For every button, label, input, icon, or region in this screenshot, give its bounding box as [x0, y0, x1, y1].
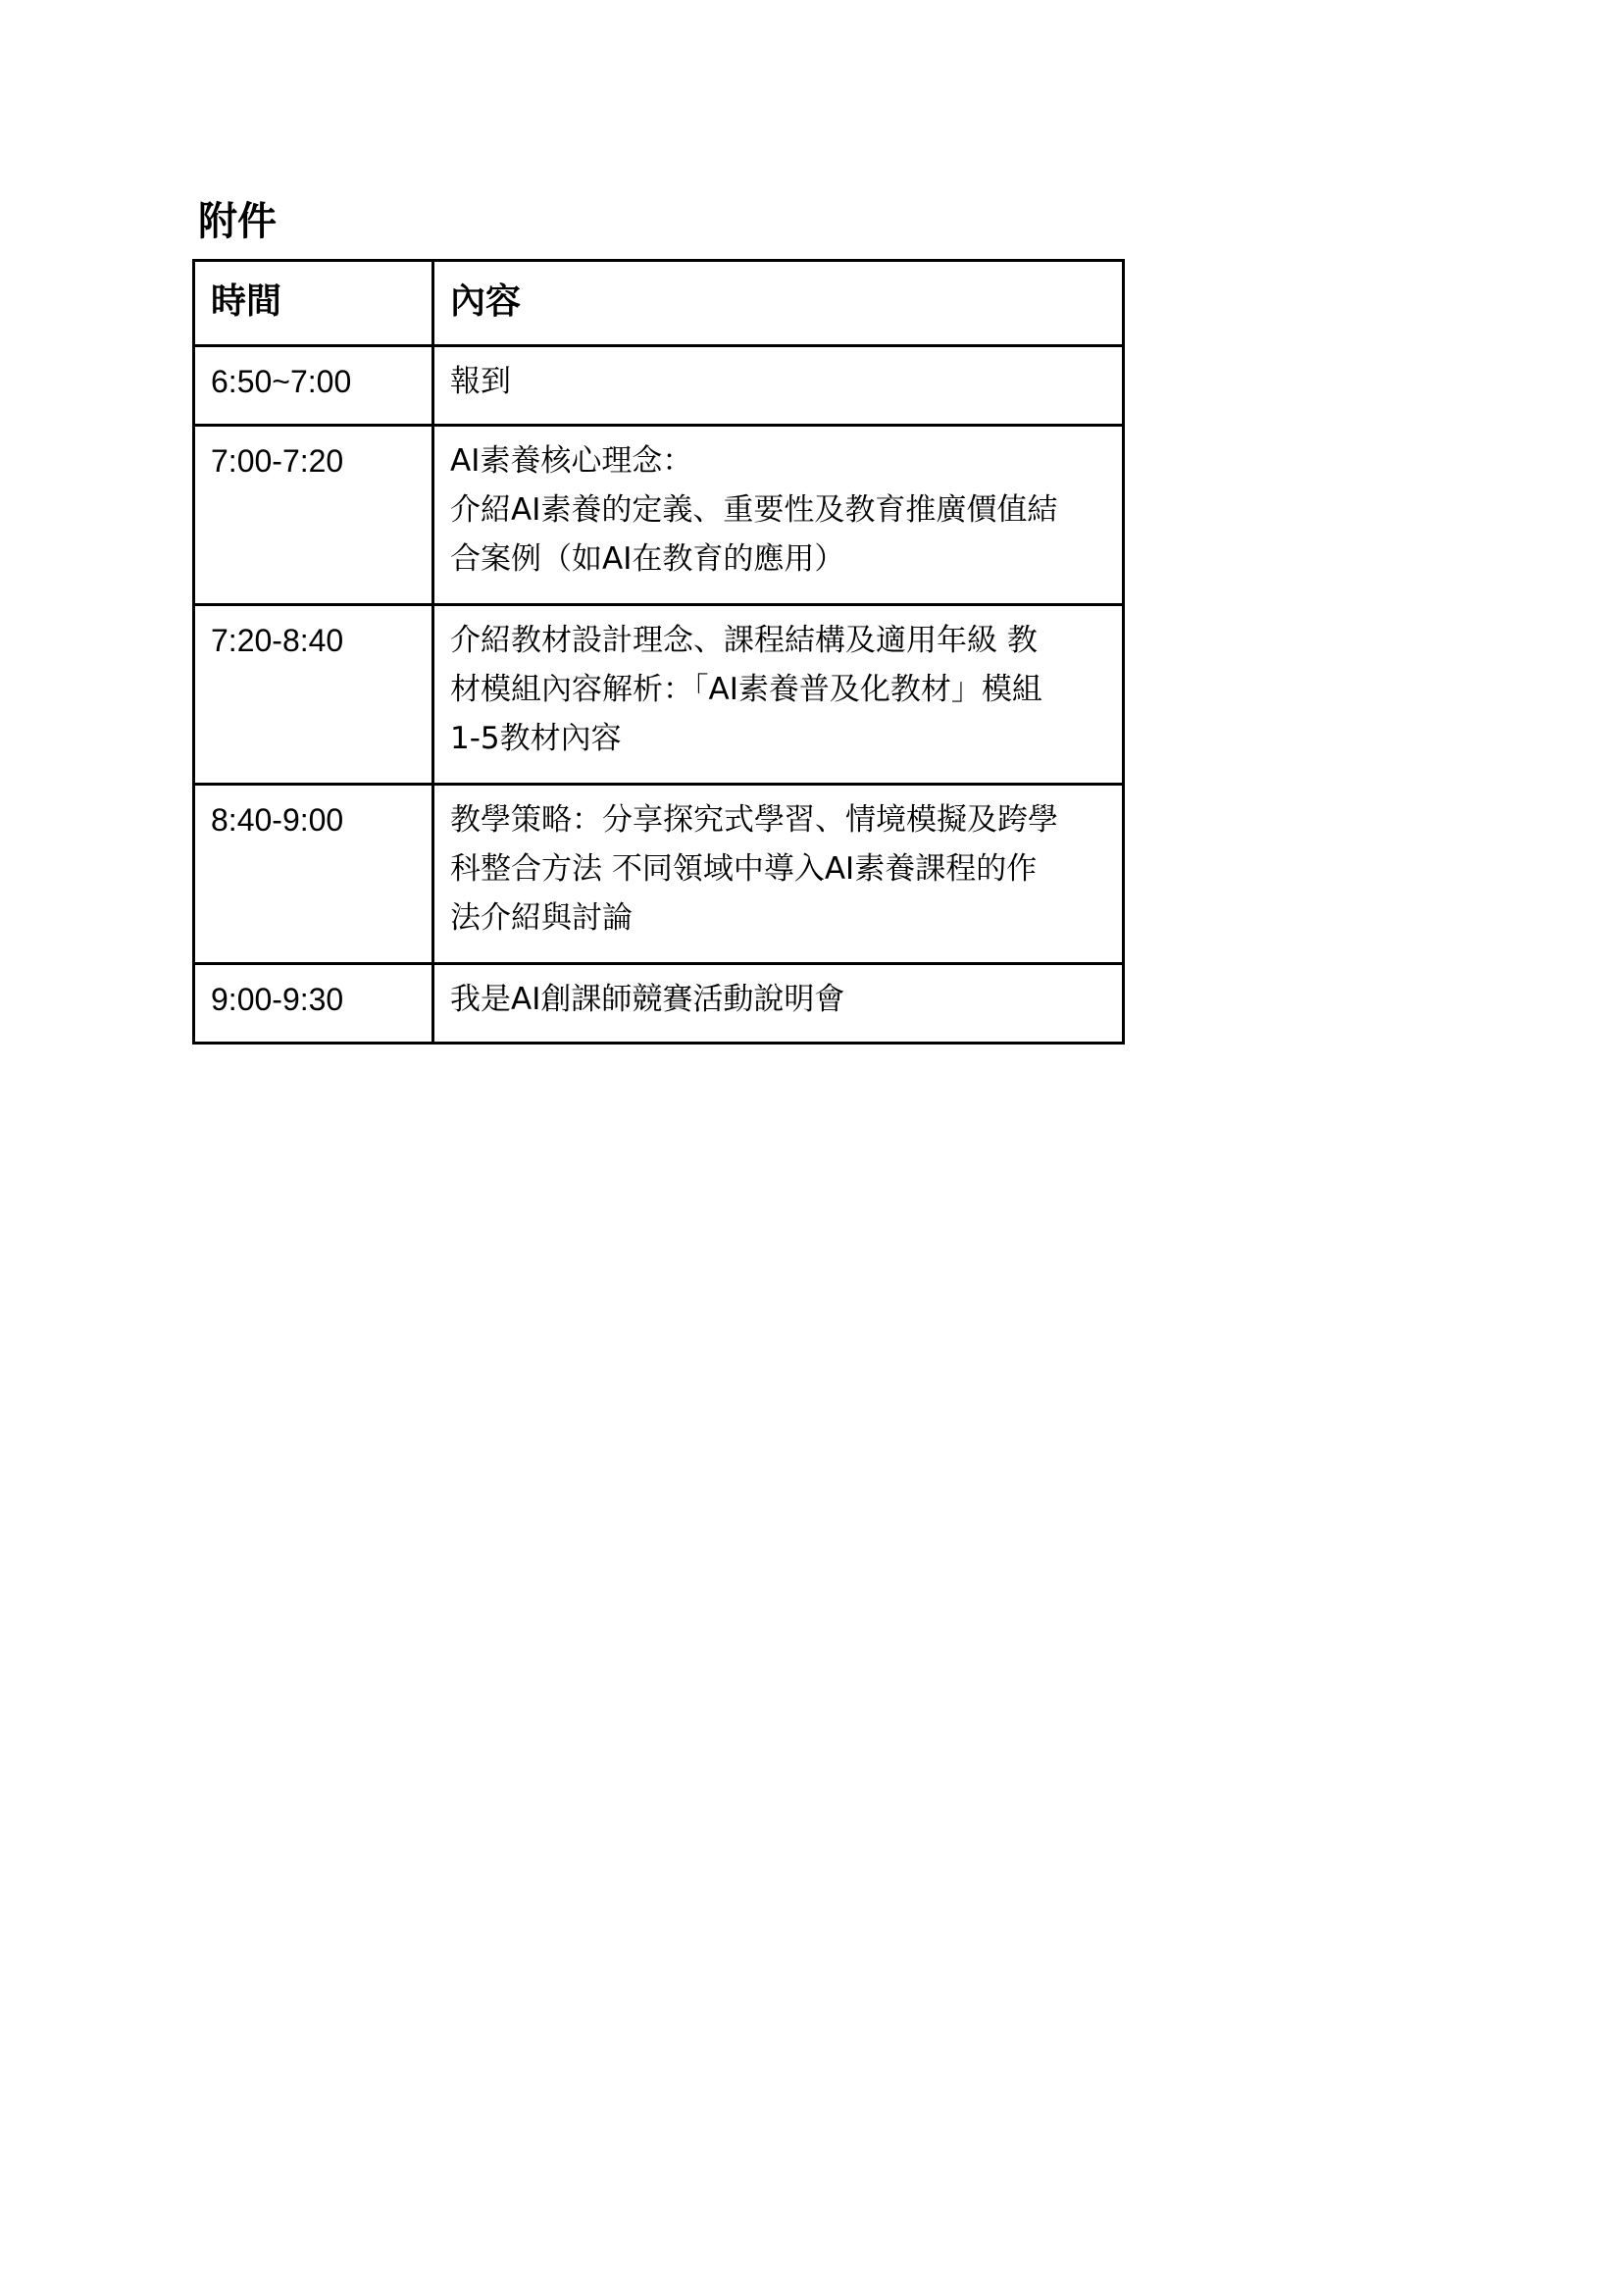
content-cell: [433, 964, 1124, 1044]
time-column-header: 時間: [194, 261, 433, 346]
time-cell: 6:50~7:00: [194, 346, 433, 426]
content-line: 合案例（如AI在教育的應用）: [450, 541, 845, 577]
content-line: AI素養核心理念：: [450, 443, 693, 479]
content-line: 教學策略：分享探究式學習、情境模擬及跨學: [450, 802, 1058, 838]
content-cell: [433, 605, 1124, 785]
table-row: [194, 605, 1124, 785]
content-line: 法介紹與討論: [450, 900, 633, 936]
content-line: 1-5教材內容: [450, 721, 622, 756]
time-cell: 7:20-8:40: [194, 605, 433, 785]
time-cell: 9:00-9:30: [194, 964, 433, 1044]
page-title: 附件: [198, 199, 277, 244]
content-column-header: 內容: [433, 261, 1124, 346]
table-row: [194, 346, 1124, 426]
content-line: 報到: [450, 364, 511, 399]
content-cell: [433, 346, 1124, 426]
content-cell: [433, 785, 1124, 964]
content-line: 介紹教材設計理念、課程結構及適用年級 教: [450, 623, 1038, 658]
schedule-table: [192, 259, 1125, 1045]
table-row: [194, 964, 1124, 1044]
content-line: 材模組內容解析：「AI素養普及化教材」模組: [450, 672, 1042, 707]
content-line: 介紹AI素養的定義、重要性及教育推廣價值結: [450, 492, 1058, 528]
content-line: 科整合方法 不同領域中導入AI素養課程的作: [450, 851, 1038, 887]
table-row: [194, 785, 1124, 964]
table-header-row: [194, 261, 1124, 346]
table-row: [194, 426, 1124, 605]
time-cell: 7:00-7:20: [194, 426, 433, 605]
content-line: 我是AI創課師競賽活動說明會: [450, 982, 845, 1017]
time-cell: 8:40-9:00: [194, 785, 433, 964]
content-cell: [433, 426, 1124, 605]
